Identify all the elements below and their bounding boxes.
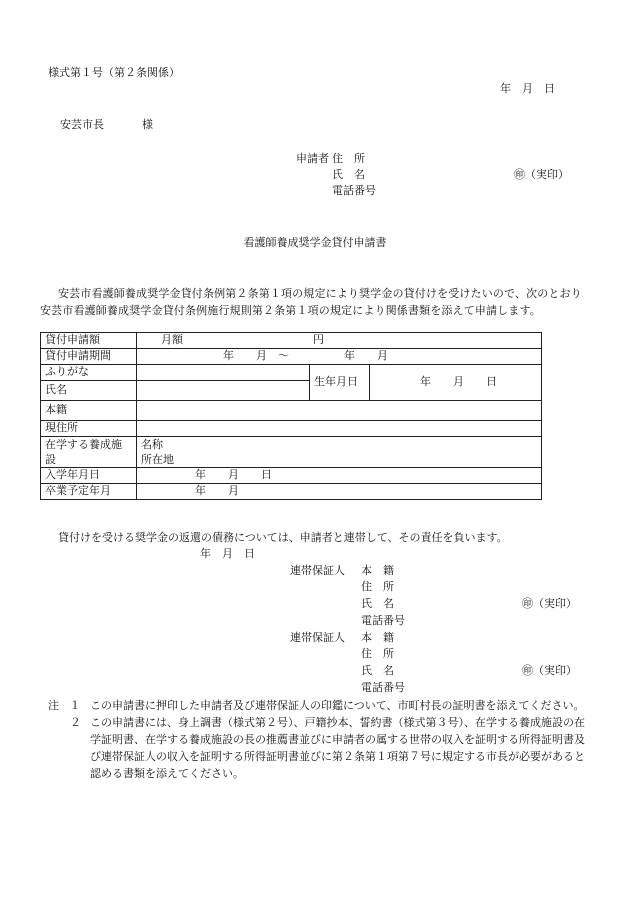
note-item xyxy=(48,697,593,714)
guarantor-address-label: 住 所 xyxy=(361,647,394,660)
graduation-row xyxy=(41,484,542,500)
note-number: 注 １ xyxy=(48,699,81,712)
applicant-name-label: 氏 名 xyxy=(332,168,365,181)
guarantor-block-2 xyxy=(0,631,630,697)
loan-amount-label: 貸付申請額 xyxy=(41,333,137,349)
note-text: この申請書には、身上調書（様式第２号）、戸籍抄本、誓約書（様式第３号）、在学する養成施設の在学証明書、在学する養成施設の長の推薦書並びに申請者の属する世帯の収入を証明する所得証明書及び連帯保証人の収入を証明する所得証明書並びに第２条第１項第７号に規定する市長が必要があると認める書類を添えてください。 xyxy=(90,716,585,780)
body-text: 安芸市看護師養成奨学金貸付条例第２条第１項の規定により奨学金の貸付けを受けたいので、次のとおり安芸市看護師養成奨学金貸付条例施行規則第２条第１項の規定により関係書類を添えて申請します。 xyxy=(40,287,582,317)
guarantor-label: 連帯保証人 xyxy=(290,631,345,644)
current-address-label: 現住所 xyxy=(41,421,137,437)
honseki-row xyxy=(41,401,542,421)
yen-label: 円 xyxy=(313,333,324,347)
loan-period-row xyxy=(41,349,542,365)
loan-period-field: 年 月 ～ 年 月 xyxy=(137,349,542,365)
applicant-phone-label: 電話番号 xyxy=(332,184,376,197)
guarantor-date: 年 月 日 xyxy=(200,547,255,560)
current-address-field xyxy=(137,421,542,437)
furigana-field xyxy=(137,365,310,381)
furigana-row xyxy=(41,365,542,381)
form-number: 様式第１号（第２条関係） xyxy=(48,66,180,79)
notes xyxy=(48,697,593,782)
addressee-name: 安芸市長 xyxy=(60,118,104,131)
guarantor-seal: ㊞（実印） xyxy=(522,664,577,677)
school-label: 在学する養成施設 xyxy=(41,437,137,468)
addressee xyxy=(60,118,153,132)
guarantor-honseki-label: 本 籍 xyxy=(361,564,394,577)
honseki-field xyxy=(137,401,542,421)
note-item xyxy=(48,714,593,782)
liability-statement: 貸付けを受ける奨学金の返還の債務については、申請者と連帯して、その責任を負います。 xyxy=(58,531,508,544)
note-number: ２ xyxy=(70,716,81,729)
address-row xyxy=(41,421,542,437)
document-title: 看護師養成奨学金貸付申請書 xyxy=(243,236,387,249)
guarantor-block-1 xyxy=(0,564,630,630)
birth-date-label: 生年月日 xyxy=(310,365,370,401)
admission-date-field: 年 月 日 xyxy=(137,468,542,484)
guarantor-address-label: 住 所 xyxy=(361,580,394,593)
school-name-label: 名称 xyxy=(141,438,163,451)
applicant-seal: ㊞（実印） xyxy=(514,168,569,181)
monthly-label: 月額 xyxy=(161,333,183,347)
school-field xyxy=(137,437,542,468)
note-text: この申請書に押印した申請者及び連帯保証人の印鑑について、市町村長の証明書を添えてください。 xyxy=(90,699,585,712)
name-label: 氏名 xyxy=(41,381,137,401)
name-field xyxy=(137,381,310,401)
school-row xyxy=(41,437,542,468)
admission-row xyxy=(41,468,542,484)
loan-amount-row xyxy=(41,333,542,349)
application-form-table xyxy=(40,332,542,500)
guarantor-phone-label: 電話番号 xyxy=(361,614,405,627)
birth-date-field: 年 月 日 xyxy=(370,365,542,401)
furigana-label: ふりがな xyxy=(41,365,137,381)
honseki-label: 本籍 xyxy=(41,401,137,421)
graduation-field: 年 月 xyxy=(137,484,542,500)
addressee-honorific: 様 xyxy=(142,118,153,131)
notes-prefix: 注 xyxy=(48,699,59,712)
graduation-label: 卒業予定年月 xyxy=(41,484,137,500)
school-location-label: 所在地 xyxy=(141,453,174,466)
guarantor-phone-label: 電話番号 xyxy=(361,681,405,694)
loan-amount-field xyxy=(137,333,542,349)
loan-period-label: 貸付申請期間 xyxy=(41,349,137,365)
applicant-address-label: 住 所 xyxy=(332,152,365,165)
admission-date-label: 入学年月日 xyxy=(41,468,137,484)
guarantor-name-label: 氏 名 xyxy=(361,597,394,610)
guarantor-seal: ㊞（実印） xyxy=(522,597,577,610)
guarantor-name-label: 氏 名 xyxy=(361,664,394,677)
applicant-label: 申請者 xyxy=(296,152,329,165)
guarantor-label: 連帯保証人 xyxy=(290,564,345,577)
application-date: 年 月 日 xyxy=(500,82,555,95)
guarantor-honseki-label: 本 籍 xyxy=(361,631,394,644)
